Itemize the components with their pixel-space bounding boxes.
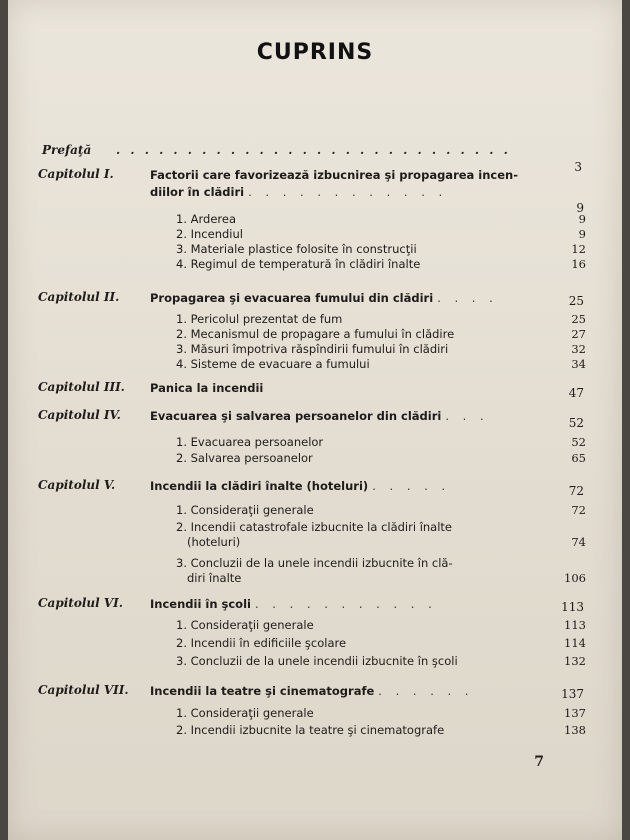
- chapter-label: Capitolul I.: [38, 167, 114, 181]
- list-item: 2. Salvarea persoanelor 65: [176, 451, 586, 465]
- list-item: 2. Incendiul 9: [176, 227, 586, 241]
- list-item: 4. Sisteme de evacuare a fumului 34: [176, 357, 586, 371]
- chapter-page: 113: [561, 600, 584, 614]
- list-item: 3. Materiale plastice folosite în construcţii 12: [176, 242, 586, 256]
- list-item: 2. Incendii catastrofale izbucnite la clădiri înalte: [176, 520, 453, 534]
- chapter-items: [176, 212, 586, 272]
- list-item: 1. Consideraţii generale 72: [176, 503, 586, 517]
- chapter-title: Evacuarea şi salvarea persoanelor din clădiri . . .: [150, 409, 489, 423]
- list-item: 2. Incendii în edificiile şcolare 114: [176, 636, 586, 650]
- book-page: [8, 0, 622, 840]
- chapter-label: Capitolul III.: [38, 380, 125, 394]
- preface-page: 3: [574, 160, 582, 174]
- list-item: 1. Consideraţii generale 137: [176, 706, 586, 720]
- page-title: CUPRINS: [256, 40, 374, 65]
- chapter-label: Capitolul V.: [38, 478, 116, 492]
- chapter-label: Capitolul II.: [38, 290, 120, 304]
- leader-dots: . . . . . . . . . . . . . . . . . . . . . . . . . . . .: [116, 143, 511, 157]
- chapter-title: Panica la incendii: [150, 381, 264, 395]
- chapter-title: Propagarea şi evacuarea fumului din clădiri . . . .: [150, 291, 498, 305]
- list-item: 1. Evacuarea persoanelor 52: [176, 435, 586, 449]
- list-item: 1. Arderea 9: [176, 212, 586, 226]
- chapter-items: [176, 706, 586, 738]
- chapter-title: Incendii la teatre şi cinematografe . . . . . .: [150, 684, 474, 698]
- chapter-items: [176, 618, 586, 669]
- list-item: 3. Concluzii de la unele incendii izbucnite în şcoli 132: [176, 654, 586, 668]
- chapter-page: 137: [561, 687, 584, 701]
- preface-entry: [42, 143, 582, 157]
- chapter-title-line: diilor în clădiri . . . . . . . . . . . .: [150, 185, 448, 199]
- chapter-title: [150, 167, 540, 201]
- list-item: diri înalte 106: [176, 571, 586, 585]
- chapter-page: 72: [568, 484, 584, 498]
- list-item: 2. Incendii izbucnite la teatre şi cinematografe 138: [176, 723, 586, 737]
- list-item: 3. Măsuri împotriva răspîndirii fumului în clădiri 32: [176, 342, 586, 356]
- list-item: 2. Mecanismul de propagare a fumului în clădire 27: [176, 327, 586, 341]
- preface-label: Prefaţă: [42, 143, 92, 157]
- chapter-items: [176, 312, 586, 372]
- chapter-title: Incendii în şcoli . . . . . . . . . . .: [150, 597, 437, 611]
- chapter-page: 9: [576, 201, 584, 215]
- chapter-page: 25: [568, 294, 584, 308]
- chapter-label: Capitolul VI.: [38, 596, 123, 610]
- chapter-items: [176, 503, 586, 586]
- chapter-page: 52: [568, 416, 584, 430]
- chapter-title: Incendii la clădiri înalte (hoteluri) . . . . .: [150, 479, 451, 493]
- chapter-label: Capitolul IV.: [38, 408, 121, 422]
- list-item: 1. Pericolul prezentat de fum 25: [176, 312, 586, 326]
- list-item: 1. Consideraţii generale 113: [176, 618, 586, 632]
- chapter-page: 47: [568, 386, 584, 400]
- chapter-items: [176, 435, 586, 466]
- list-item: 4. Regimul de temperatură în clădiri înalte 16: [176, 257, 586, 271]
- page-number: 7: [534, 754, 544, 770]
- chapter-label: Capitolul VII.: [38, 683, 129, 697]
- list-item: (hoteluri) 74: [176, 535, 586, 549]
- chapter-title-line: Factorii care favorizează izbucnirea şi propagarea incen-: [150, 168, 519, 182]
- list-item: 3. Concluzii de la unele incendii izbucnite în clă-: [176, 556, 453, 570]
